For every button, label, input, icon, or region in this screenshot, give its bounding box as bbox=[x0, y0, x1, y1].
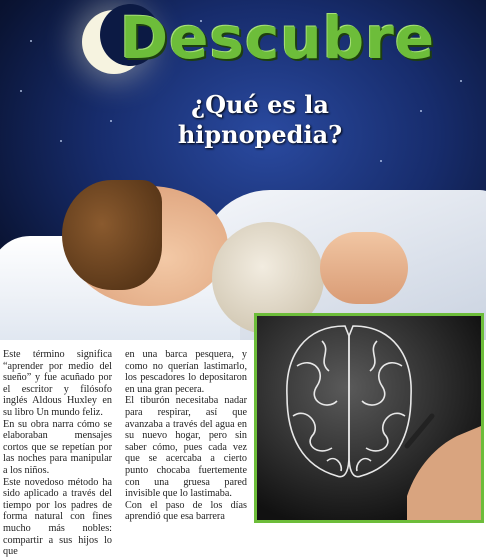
paragraph: Con el paso de los días aprendió que esa barrera bbox=[125, 499, 247, 523]
paragraph: En su obra narra cómo se elaboraban mensajes cortos que se repetían por las noches para manipular a los niños. bbox=[3, 418, 112, 476]
page-subtitle: ¿Qué es la hipnopedia? bbox=[177, 90, 343, 149]
child-arm bbox=[320, 232, 408, 304]
brain-illustration bbox=[254, 313, 484, 523]
page-title: Descubre bbox=[120, 4, 436, 72]
paragraph: en una barca pesquera, y como no querían lastimarlo, los pescadores lo depositaron en una gran pecera. bbox=[125, 349, 247, 395]
child-hair bbox=[62, 180, 162, 290]
article-column-1 bbox=[3, 349, 112, 558]
article-column-2 bbox=[125, 349, 247, 523]
paragraph: Este término significa “aprender por medio del sueño” y fue acuñado por el escritor y filósofo inglés Aldous Huxley en su libro Un mundo feliz. bbox=[3, 349, 112, 418]
paragraph: El tiburón necesitaba nadar para respirar, así que avanzaba a través del agua en su nuevo hogar, pero sin saber cómo, pues cada vez que se acercaba a cierto punto chocaba fuertemente con una gruesa pared invisible que lo lastimaba. bbox=[125, 395, 247, 500]
paragraph: Este novedoso método ha sido aplicado a través del tiempo por los padres de forma natural con fines mucho más nobles: compartir a sus hijos lo que bbox=[3, 476, 112, 558]
brain-icon bbox=[257, 316, 481, 520]
